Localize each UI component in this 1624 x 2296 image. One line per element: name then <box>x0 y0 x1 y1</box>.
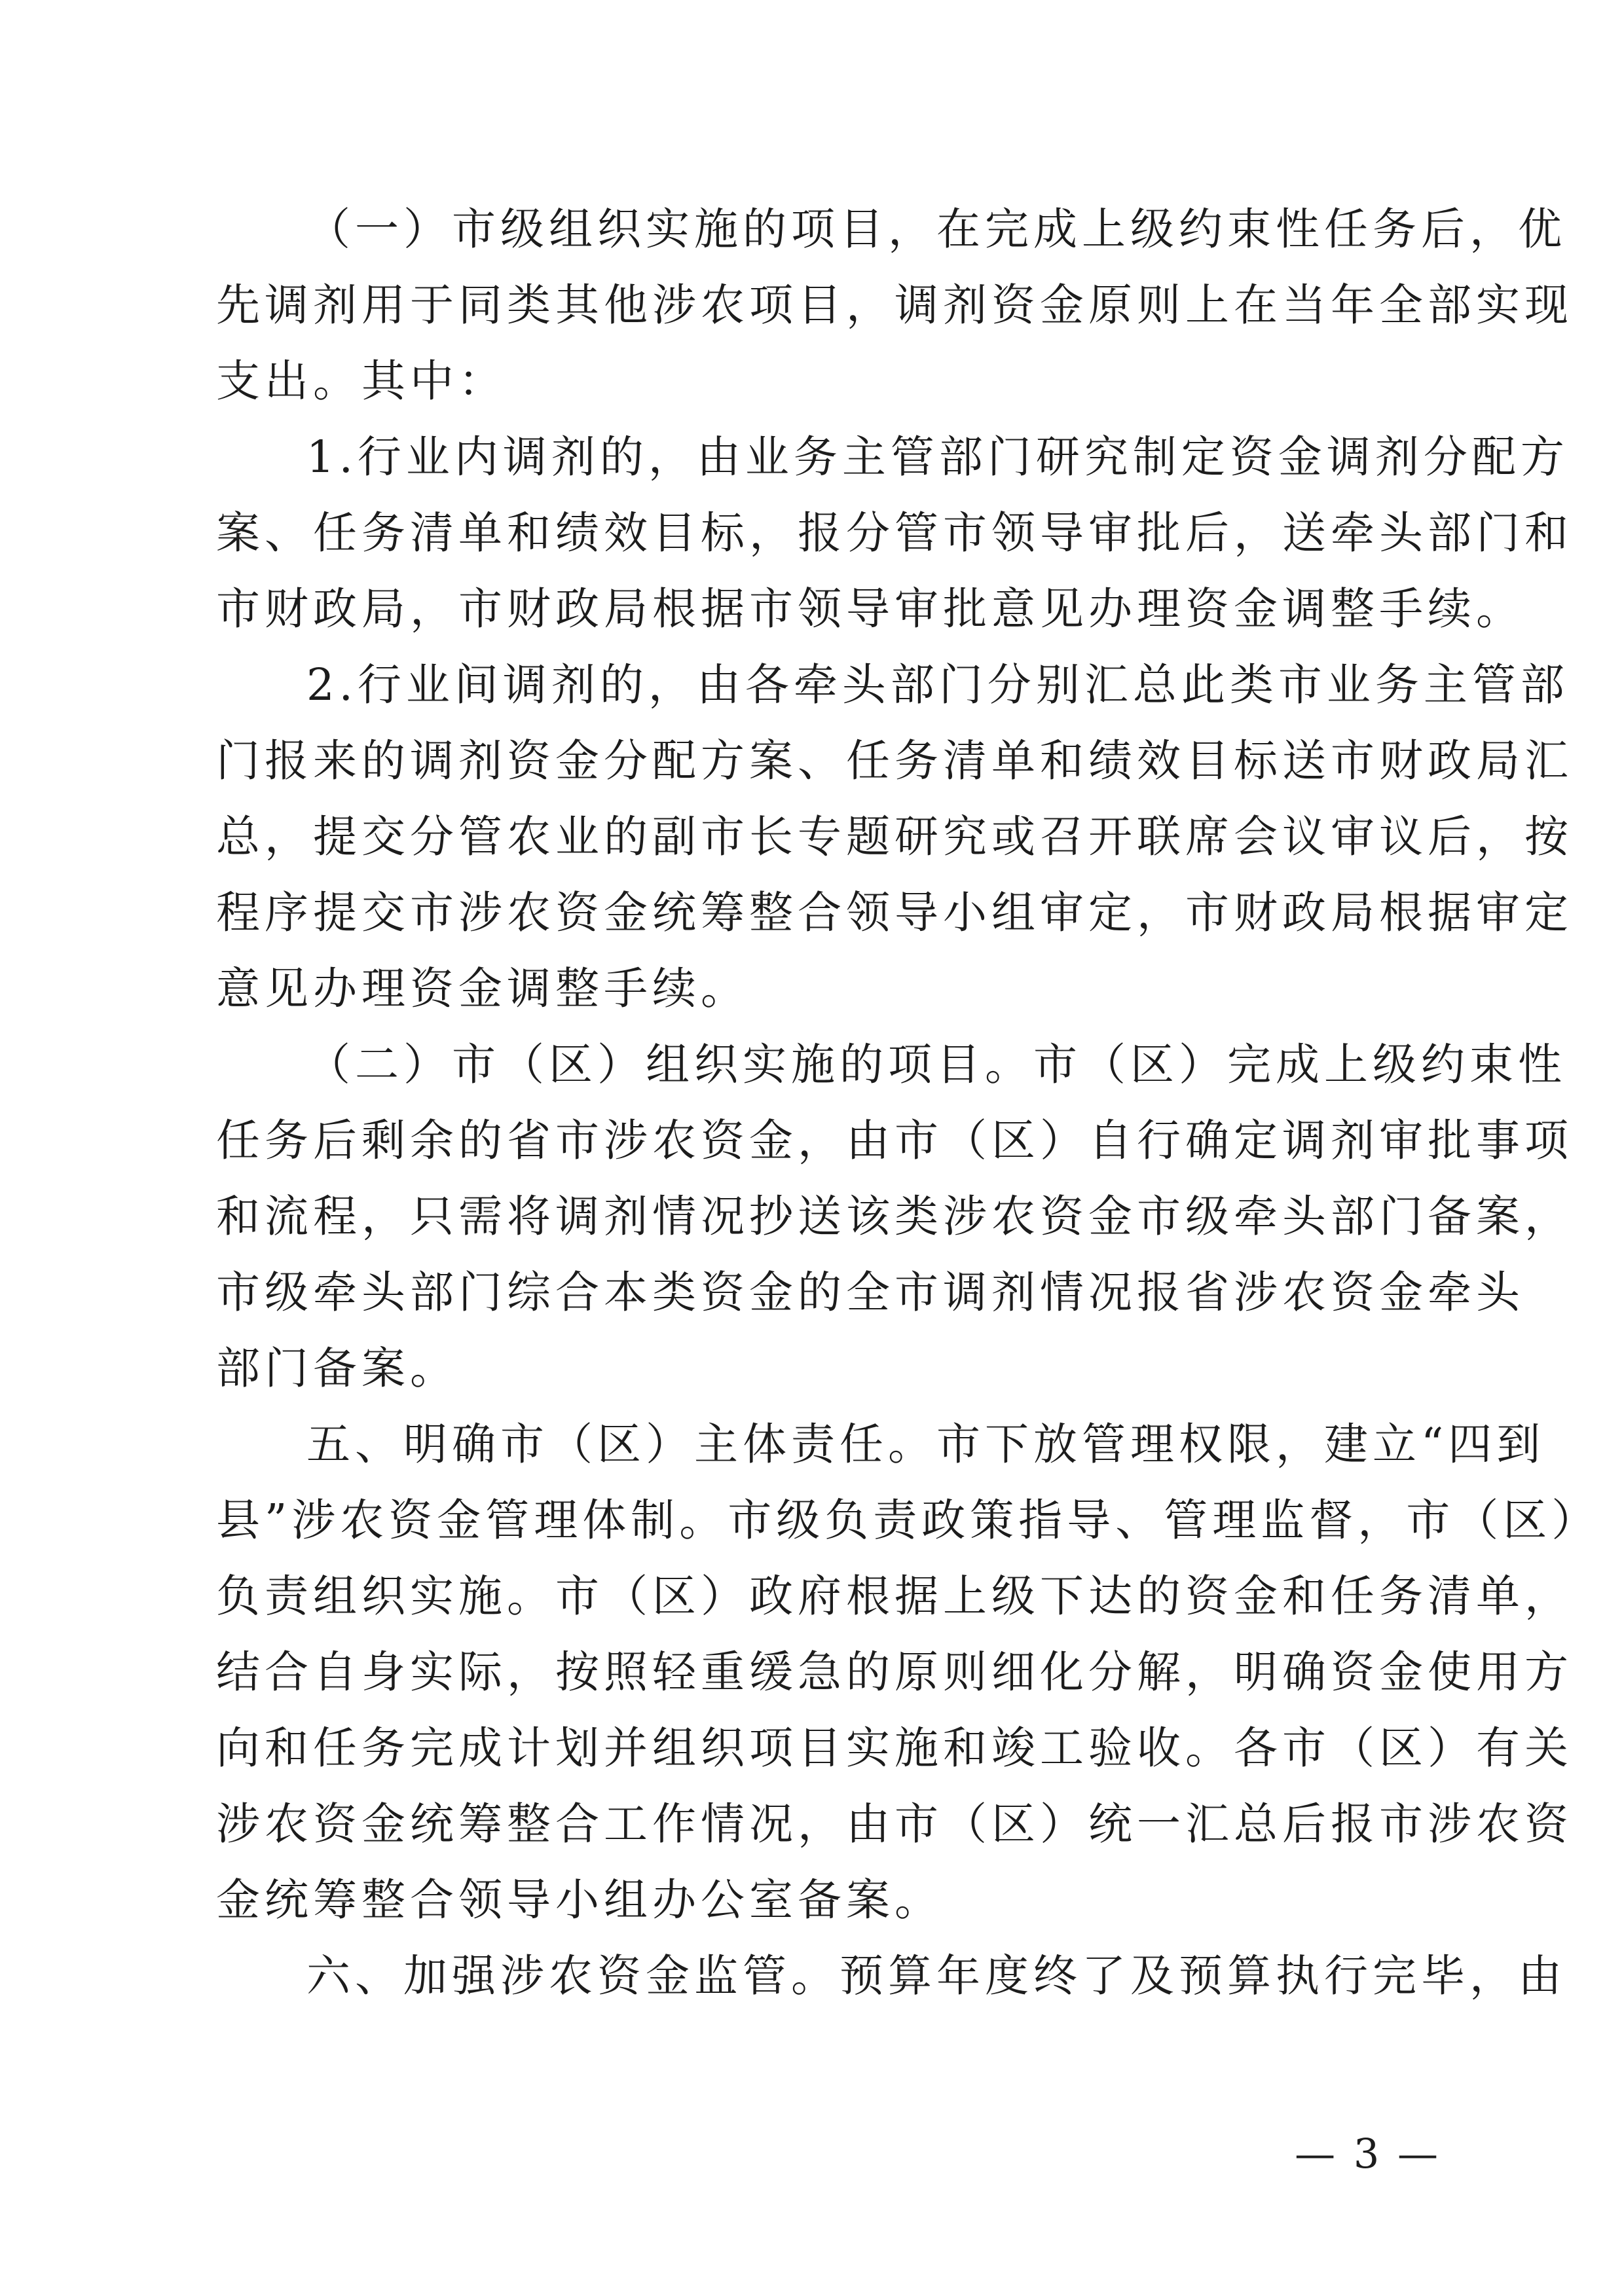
paragraph-2-line-1: 1.行业内调剂的，由业务主管部门研究制定资金调剂分配方 <box>306 431 1569 483</box>
paragraph-1-line-2: 先调剂用于同类其他涉农项目，调剂资金原则上在当年全部实现 <box>216 280 1573 331</box>
paragraph-5-line-2: 县”涉农资金管理体制。市级负责政策指导、管理监督，市（区） <box>216 1495 1600 1546</box>
paragraph-2-line-3: 市财政局，市财政局根据市领导审批意见办理资金调整手续。 <box>216 583 1524 634</box>
paragraph-5-line-5: 向和任务完成计划并组织项目实施和竣工验收。各市（区）有关 <box>216 1722 1573 1774</box>
paragraph-5-line-3: 负责组织实施。市（区）政府根据上级下达的资金和任务清单， <box>216 1571 1573 1622</box>
paragraph-5-line-1: 五、明确市（区）主体责任。市下放管理权限，建立“四到 <box>306 1419 1545 1470</box>
paragraph-4-line-2: 任务后剩余的省市涉农资金，由市（区）自行确定调剂审批事项 <box>216 1115 1573 1166</box>
paragraph-3-line-4: 程序提交市涉农资金统筹整合领导小组审定，市财政局根据审定 <box>216 887 1573 938</box>
paragraph-3-line-2: 门报来的调剂资金分配方案、任务清单和绩效目标送市财政局汇 <box>216 735 1573 786</box>
paragraph-2-line-2: 案、任务清单和绩效目标，报分管市领导审批后，送牵头部门和 <box>216 507 1573 558</box>
page-number: — 3 — <box>1295 2130 1441 2178</box>
paragraph-3-line-3: 总，提交分管农业的副市长专题研究或召开联席会议审议后，按 <box>216 811 1573 862</box>
paragraph-4-line-1: （二）市（区）组织实施的项目。市（区）完成上级约束性 <box>306 1039 1566 1090</box>
paragraph-3-line-5: 意见办理资金调整手续。 <box>216 963 749 1014</box>
paragraph-5-line-4: 结合自身实际，按照轻重缓急的原则细化分解，明确资金使用方 <box>216 1647 1573 1698</box>
paragraph-4-line-4: 市级牵头部门综合本类资金的全市调剂情况报省涉农资金牵头 <box>216 1267 1524 1318</box>
paragraph-6-line-1: 六、加强涉农资金监管。预算年度终了及预算执行完毕，由 <box>306 1950 1566 2001</box>
paragraph-5-line-7: 金统筹整合领导小组办公室备案。 <box>216 1874 943 1925</box>
paragraph-1-line-3: 支出。其中： <box>216 355 507 407</box>
paragraph-4-line-3: 和流程，只需将调剂情况抄送该类涉农资金市级牵头部门备案， <box>216 1191 1573 1242</box>
paragraph-3-line-1: 2.行业间调剂的，由各牵头部门分别汇总此类市业务主管部 <box>306 659 1569 710</box>
paragraph-1-line-1: （一）市级组织实施的项目，在完成上级约束性任务后，优 <box>306 204 1566 255</box>
paragraph-4-line-5: 部门备案。 <box>216 1343 458 1394</box>
paragraph-5-line-6: 涉农资金统筹整合工作情况，由市（区）统一汇总后报市涉农资 <box>216 1798 1573 1850</box>
